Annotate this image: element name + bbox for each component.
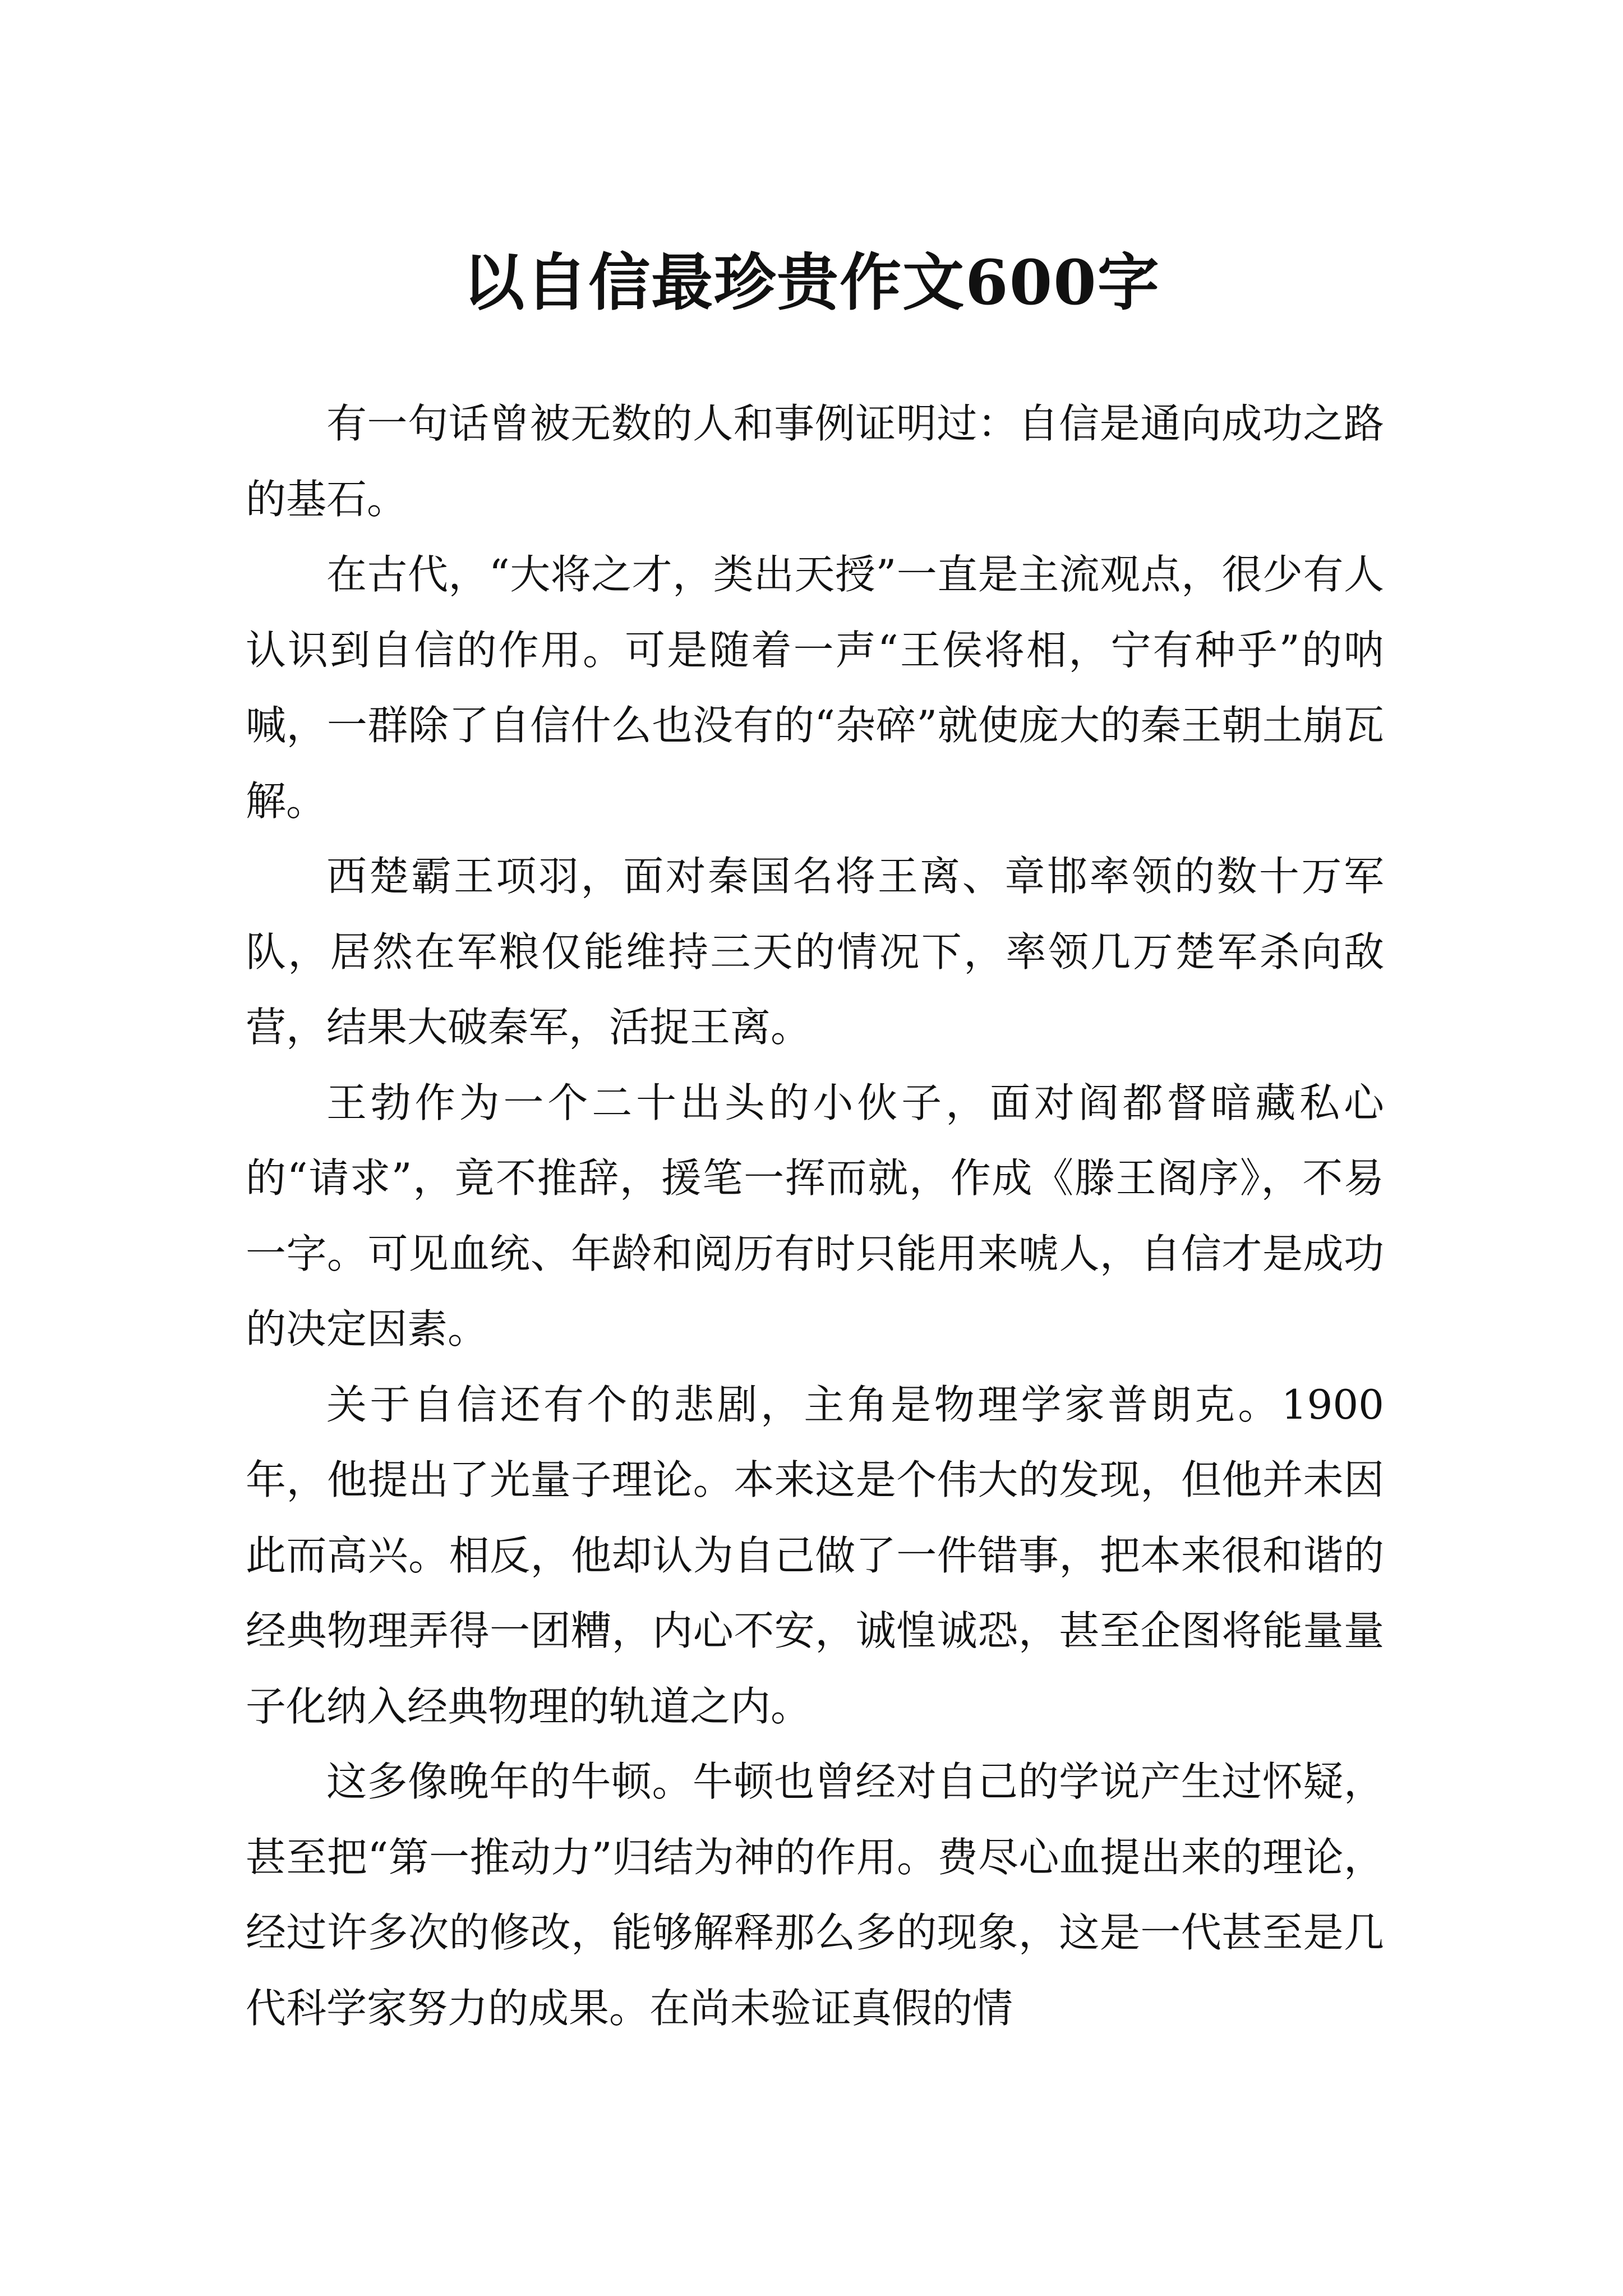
document-title: 以自信最珍贵作文600字 [463, 246, 1160, 319]
paragraph: 有一句话曾被无数的人和事例证明过：自信是通向成功之路的基石。 [246, 400, 1384, 523]
document-body [246, 386, 1384, 2046]
paragraph: 王勃作为一个二十出头的小伙子，面对阎都督暗藏私心的“请求”，竟不推辞，援笔一挥而就，作成《滕王阁序》，不易一字。可见血统、年龄和阅历有时只能用来唬人，自信才是成功的决定因素。 [246, 1079, 1384, 1352]
paragraph: 在古代，“大将之才，类出天授”一直是主流观点，很少有人认识到自信的作用。可是随着一声“王侯将相，宁有种乎”的呐喊，一群除了自信什么也没有的“杂碎”就使庞大的秦王朝土崩瓦解。 [246, 551, 1384, 825]
paragraph: 关于自信还有个的悲剧，主角是物理学家普朗克。1900年，他提出了光量子理论。本来这是个伟大的发现，但他并未因此而高兴。相反，他却认为自己做了一件错事，把本来很和谐的经典物理弄得一团糟，内心不安，诚惶诚恐，甚至企图将能量量子化纳入经典物理的轨道之内。 [246, 1381, 1384, 1730]
paragraph: 西楚霸王项羽，面对秦国名将王离、章邯率领的数十万军队，居然在军粮仅能维持三天的情况下，率领几万楚军杀向敌营，结果大破秦军，活捉王离。 [246, 853, 1384, 1051]
paragraph: 这多像晚年的牛顿。牛顿也曾经对自己的学说产生过怀疑，甚至把“第一推动力”归结为神的作用。费尽心血提出来的理论，经过许多次的修改，能够解释那么多的现象，这是一代甚至是几代科学家努力的成果。在尚未验证真假的情 [246, 1758, 1384, 2032]
